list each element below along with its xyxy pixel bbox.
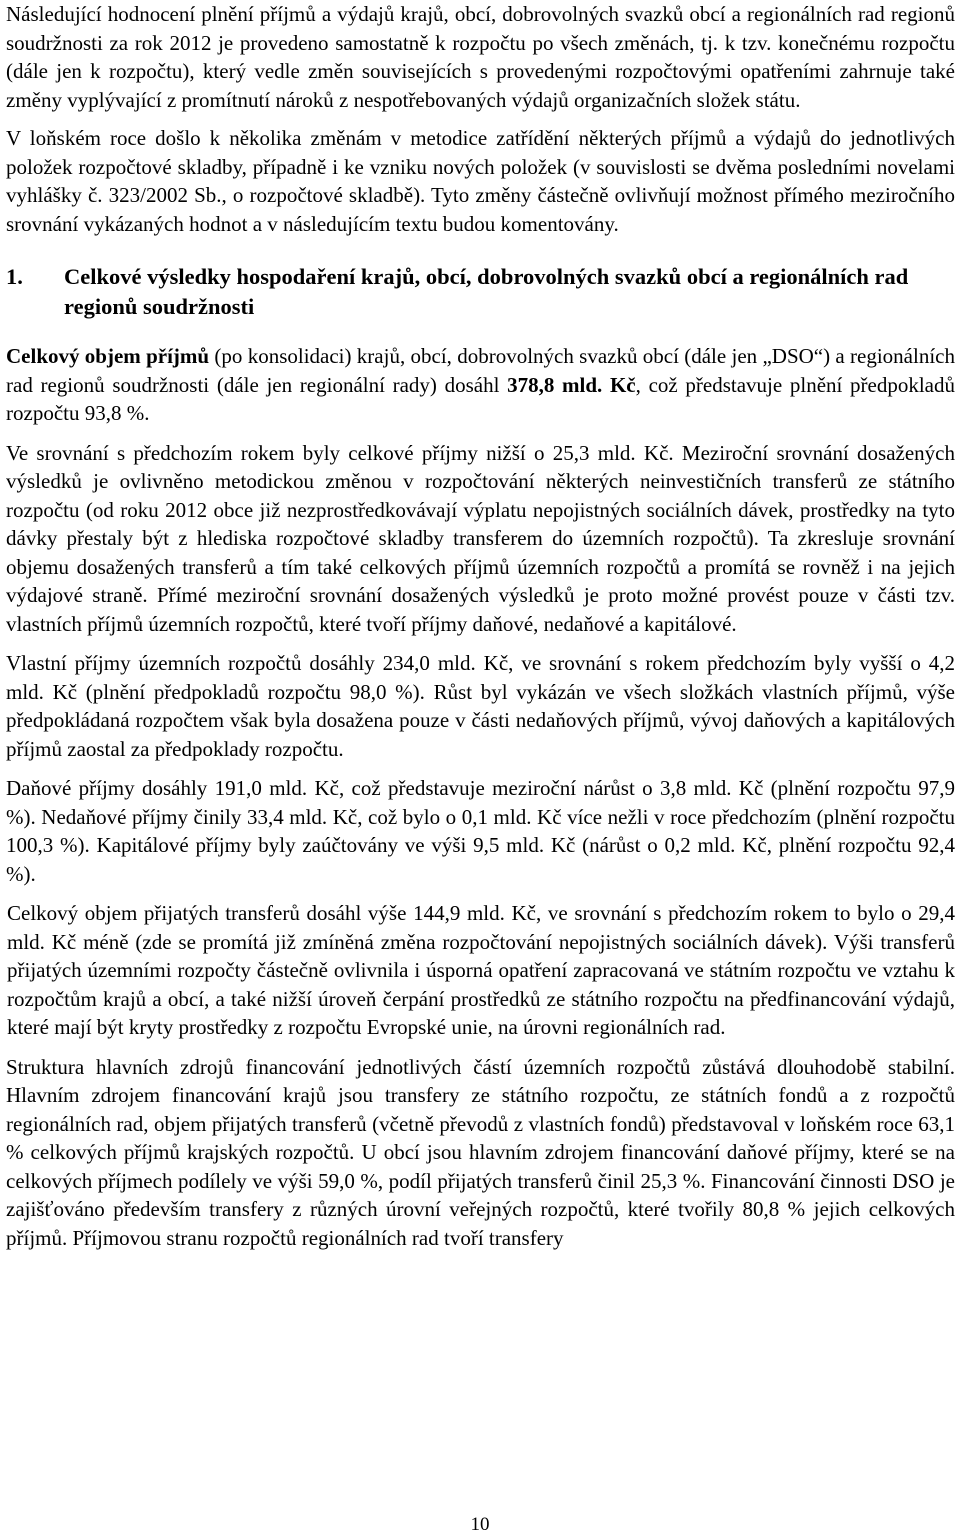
paragraph-own-revenue: Vlastní příjmy územních rozpočtů dosáhly 234,0 mld. Kč, ve srovnání s rokem předchozím byly vyšší o 4,2 mld. Kč (plnění předpokladů rozpočtu 98,0 %). Růst byl vykázán ve všech složkách vlastních příjmů, výše předpokládaná rozpočtem však byla dosažena pouze v části nedaňových příjmů, vývoj daňových a kapitálových příjmů zaostal za předpoklady rozpočtu. [6, 651, 955, 761]
total-revenue-text-2: , což představuje plnění předpokladů rozpočtu 93,8 %. [6, 372, 955, 425]
intro-paragraph-1: Následující hodnocení plnění příjmů a výdajů krajů, obcí, dobrovolných svazků obcí a regionálních rad regionů soudržnosti za rok 2012 je provedeno samostatně k rozpočtu po všech změnách, tj. k tzv. konečnému rozpočtu (dále jen k rozpočtu), který vedle změn souvisejících s provedenými rozpočtovými opatřeními zahrnuje také změny vyplývající z promítnutí nároků z nespotřebovaných výdajů organizačních složek státu. [6, 2, 955, 112]
intro-paragraph-2: V loňském roce došlo k několika změnám v metodice zatřídění některých příjmů a výdajů do jednotlivých položek rozpočtové skladby, případně i ke vzniku nových položek (v souvislosti se dvěma posledními novelami vyhlášky č. 323/2002 Sb., o rozpočtové skladbě). Tyto změny částečně ovlivňují možnost přímého meziročního srovnání vykázaných hodnot a v následujícím textu budou komentovány. [6, 126, 955, 236]
section-heading [6, 262, 955, 322]
paragraph-financing-structure: Struktura hlavních zdrojů financování jednotlivých částí územních rozpočtů zůstává dlouhodobě stabilní. Hlavním zdrojem financování krajů jsou transfery ze státního rozpočtu, ze státních fondů a z rozpočtů regionálních rad, objem přijatých transferů (včetně převodů z vlastních fondů) představoval v loňském roce 63,1 % celkových příjmů krajských rozpočtů. U obcí jsou hlavním zdrojem financování daňové příjmy, které se na celkových příjmech podílely ve výši 59,0 %, podíl přijatých transferů činil 25,3 %. Financování činnosti DSO je zajišťováno především transfery z různých úrovní veřejných rozpočtů, které tvořily 80,8 % jejich celkových příjmů. Příjmovou stranu rozpočtů regionálních rad tvoří transfery [6, 1054, 955, 1250]
paragraph-year-comparison: Ve srovnání s předchozím rokem byly celkové příjmy nižší o 25,3 mld. Kč. Meziroční srovnání dosažených výsledků je ovlivněno metodickou změnou v rozpočtování některých neinvestičních transferů ze státního rozpočtu (od roku 2012 obce již nezprostředkovávají výplatu nepojistných sociálních dávek, prostředky na tyto dávky přestaly být z hlediska rozpočtové skladby transferem do územních rozpočtů). Ta zkresluje srovnání objemu dosažených transferů a tím také celkových příjmů územních rozpočtů a promítá se rovněž i na jejich výdajové straně. Přímé meziroční srovnání dosažených výsledků je proto možné provést pouze v části tzv. vlastních příjmů územních rozpočtů, které tvoří příjmy daňové, nedaňové a kapitálové. [6, 440, 955, 636]
page-number: 10 [470, 1514, 490, 1535]
paragraph-tax-revenue: Daňové příjmy dosáhly 191,0 mld. Kč, což představuje meziroční nárůst o 3,8 mld. Kč (plnění rozpočtu 97,9 %). Nedaňové příjmy činily 33,4 mld. Kč, což bylo o 0,1 mld. Kč více nežli v roce předchozím (plnění rozpočtu 100,3 %). Kapitálové příjmy byly zaúčtovány ve výši 9,5 mld. Kč (nárůst o 0,2 mld. Kč, plnění rozpočtu 92,4 %). [6, 776, 955, 886]
paragraph-transfers: Celkový objem přijatých transferů dosáhl výše 144,9 mld. Kč, ve srovnání s předchozím rokem to bylo o 29,4 mld. Kč méně (zde se promítá již zmíněná změna rozpočtování nepojistných sociálních dávek). Výši transferů přijatých územními rozpočty částečně ovlivnila i úsporná opatření zapracovaná ve státním rozpočtu ve vztahu k rozpočtům krajů a obcí, a také nižší úroveň čerpání prostředků ze státního rozpočtu na předfinancování výdajů, které mají být kryty prostředky z rozpočtu Evropské unie, na úrovni regionálních rad. [7, 901, 955, 1039]
total-revenue-text-1: (po konsolidaci) krajů, obcí, dobrovolných svazků obcí (dále jen „DSO“) a regionálních rad regionů soudržnosti (dále jen regionální rady) dosáhl [6, 344, 955, 397]
section-title: Celkové výsledky hospodaření krajů, obcí, dobrovolných svazků obcí a regionálních rad regionů soudržnosti [64, 264, 909, 319]
total-revenue-label: Celkový objem příjmů [6, 344, 210, 368]
total-revenue-amount: 378,8 mld. Kč [507, 372, 636, 397]
section-number: 1. [6, 264, 23, 289]
paragraph-total-revenue [6, 342, 955, 428]
